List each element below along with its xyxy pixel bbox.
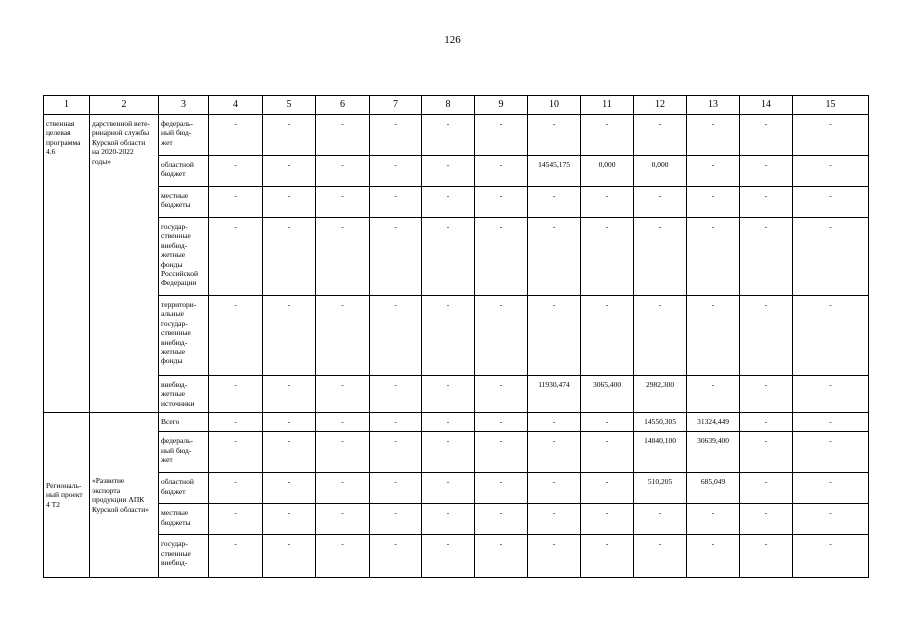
- header-cell: 1: [44, 96, 90, 115]
- value-cell: -: [209, 413, 263, 432]
- value-cell: -: [316, 432, 370, 473]
- value-cell: -: [793, 413, 869, 432]
- value-cell: -: [475, 218, 528, 296]
- value-cell: -: [581, 413, 634, 432]
- table-row: [44, 504, 869, 535]
- value-cell: -: [316, 115, 370, 156]
- funding-source-cell: территори- альные государ- ственные внебюд- жетные фонды: [159, 296, 209, 376]
- header-cell: 14: [740, 96, 793, 115]
- value-cell: -: [316, 218, 370, 296]
- value-cell: -: [422, 535, 475, 578]
- value-cell: 11930,474: [528, 376, 581, 413]
- value-cell: -: [370, 156, 422, 187]
- funding-source-cell: федераль- ный бюд- жет: [159, 432, 209, 473]
- header-cell: 6: [316, 96, 370, 115]
- table-row: [44, 156, 869, 187]
- value-cell: -: [370, 504, 422, 535]
- value-cell: -: [316, 296, 370, 376]
- value-cell: -: [263, 156, 316, 187]
- value-cell: -: [209, 296, 263, 376]
- header-cell: 9: [475, 96, 528, 115]
- funding-source-cell: областной бюджет: [159, 156, 209, 187]
- value-cell: -: [528, 115, 581, 156]
- value-cell: 3065,400: [581, 376, 634, 413]
- value-cell: -: [528, 187, 581, 218]
- value-cell: -: [740, 296, 793, 376]
- value-cell: -: [528, 296, 581, 376]
- page-number: 126: [444, 34, 461, 46]
- value-cell: -: [209, 432, 263, 473]
- value-cell: -: [263, 535, 316, 578]
- value-cell: -: [475, 504, 528, 535]
- value-cell: -: [687, 535, 740, 578]
- value-cell: 14550,305: [634, 413, 687, 432]
- value-cell: -: [316, 535, 370, 578]
- value-cell: -: [422, 504, 475, 535]
- funding-source-cell: местные бюджеты: [159, 504, 209, 535]
- funding-source-cell: областной бюджет: [159, 473, 209, 504]
- value-cell: -: [581, 218, 634, 296]
- value-cell: -: [793, 218, 869, 296]
- value-cell: -: [422, 218, 475, 296]
- funding-source-cell: федераль- ный бюд- жет: [159, 115, 209, 156]
- value-cell: -: [793, 376, 869, 413]
- value-cell: 0,000: [581, 156, 634, 187]
- value-cell: -: [370, 115, 422, 156]
- header-cell: 15: [793, 96, 869, 115]
- value-cell: -: [422, 115, 475, 156]
- value-cell: -: [528, 504, 581, 535]
- value-cell: -: [209, 376, 263, 413]
- value-cell: -: [422, 187, 475, 218]
- value-cell: -: [422, 296, 475, 376]
- value-cell: -: [687, 218, 740, 296]
- value-cell: -: [422, 473, 475, 504]
- program-name-cell: ственная целевая программа 4.6: [44, 115, 90, 413]
- value-cell: -: [263, 432, 316, 473]
- value-cell: -: [528, 432, 581, 473]
- value-cell: -: [740, 504, 793, 535]
- program-title-cell: дарственной вете- ринарной службы Курской области на 2020-2022 годы»: [90, 115, 159, 413]
- value-cell: -: [370, 296, 422, 376]
- value-cell: -: [422, 432, 475, 473]
- value-cell: -: [581, 296, 634, 376]
- header-cell: 11: [581, 96, 634, 115]
- value-cell: -: [263, 376, 316, 413]
- value-cell: -: [263, 296, 316, 376]
- program-name-cell: Региональ- ный проект 4 T2: [44, 413, 90, 578]
- value-cell: -: [740, 156, 793, 187]
- value-cell: -: [209, 187, 263, 218]
- header-cell: 5: [263, 96, 316, 115]
- value-cell: -: [209, 473, 263, 504]
- value-cell: -: [581, 473, 634, 504]
- value-cell: -: [581, 115, 634, 156]
- table-row: [44, 535, 869, 578]
- table-row: [44, 413, 869, 432]
- value-cell: -: [316, 187, 370, 218]
- funding-source-cell: Всего: [159, 413, 209, 432]
- value-cell: -: [263, 413, 316, 432]
- header-cell: 13: [687, 96, 740, 115]
- funding-source-cell: государ- ственные внебюд- жетные фонды Российской Федерации: [159, 218, 209, 296]
- value-cell: -: [793, 535, 869, 578]
- value-cell: -: [209, 504, 263, 535]
- value-cell: -: [209, 535, 263, 578]
- value-cell: -: [581, 504, 634, 535]
- value-cell: -: [263, 218, 316, 296]
- value-cell: -: [263, 473, 316, 504]
- value-cell: -: [263, 115, 316, 156]
- budget-table: [43, 95, 869, 578]
- value-cell: -: [209, 218, 263, 296]
- value-cell: -: [634, 504, 687, 535]
- value-cell: -: [422, 376, 475, 413]
- value-cell: -: [316, 376, 370, 413]
- value-cell: -: [370, 535, 422, 578]
- value-cell: 30639,400: [687, 432, 740, 473]
- table-row: [44, 218, 869, 296]
- value-cell: -: [634, 296, 687, 376]
- value-cell: -: [209, 115, 263, 156]
- header-cell: 2: [90, 96, 159, 115]
- value-cell: 510,205: [634, 473, 687, 504]
- value-cell: -: [634, 115, 687, 156]
- value-cell: -: [634, 218, 687, 296]
- table-row: [44, 376, 869, 413]
- value-cell: -: [316, 156, 370, 187]
- value-cell: -: [687, 504, 740, 535]
- value-cell: -: [475, 187, 528, 218]
- value-cell: -: [475, 376, 528, 413]
- value-cell: -: [370, 376, 422, 413]
- funding-source-cell: государ- ственные внебюд-: [159, 535, 209, 578]
- value-cell: -: [370, 218, 422, 296]
- value-cell: -: [263, 504, 316, 535]
- program-title-cell: «Развитие экспорта продукции АПК Курской области»: [90, 413, 159, 578]
- value-cell: -: [528, 473, 581, 504]
- value-cell: -: [687, 296, 740, 376]
- value-cell: -: [634, 187, 687, 218]
- header-cell: 4: [209, 96, 263, 115]
- value-cell: -: [528, 413, 581, 432]
- header-cell: 12: [634, 96, 687, 115]
- value-cell: -: [793, 187, 869, 218]
- header-row: [44, 96, 869, 115]
- value-cell: -: [475, 432, 528, 473]
- value-cell: -: [793, 156, 869, 187]
- table-row: [44, 473, 869, 504]
- value-cell: -: [475, 473, 528, 504]
- value-cell: 685,049: [687, 473, 740, 504]
- value-cell: -: [740, 218, 793, 296]
- value-cell: -: [793, 296, 869, 376]
- value-cell: -: [316, 504, 370, 535]
- table-row: [44, 115, 869, 156]
- value-cell: -: [740, 376, 793, 413]
- value-cell: -: [793, 473, 869, 504]
- value-cell: -: [370, 413, 422, 432]
- value-cell: -: [422, 156, 475, 187]
- value-cell: -: [370, 432, 422, 473]
- value-cell: -: [740, 115, 793, 156]
- value-cell: -: [475, 296, 528, 376]
- value-cell: -: [316, 473, 370, 504]
- value-cell: -: [634, 535, 687, 578]
- value-cell: 14040,100: [634, 432, 687, 473]
- value-cell: -: [581, 535, 634, 578]
- value-cell: -: [793, 432, 869, 473]
- value-cell: -: [740, 535, 793, 578]
- value-cell: -: [370, 473, 422, 504]
- value-cell: -: [687, 156, 740, 187]
- value-cell: -: [793, 504, 869, 535]
- value-cell: -: [740, 432, 793, 473]
- value-cell: -: [740, 473, 793, 504]
- value-cell: -: [475, 115, 528, 156]
- value-cell: 31324,449: [687, 413, 740, 432]
- value-cell: 0,000: [634, 156, 687, 187]
- funding-source-cell: местные бюджеты: [159, 187, 209, 218]
- value-cell: -: [687, 376, 740, 413]
- value-cell: -: [740, 413, 793, 432]
- value-cell: -: [475, 413, 528, 432]
- header-cell: 8: [422, 96, 475, 115]
- table-row: [44, 187, 869, 218]
- value-cell: -: [687, 115, 740, 156]
- header-cell: 3: [159, 96, 209, 115]
- value-cell: -: [581, 187, 634, 218]
- value-cell: 14545,175: [528, 156, 581, 187]
- value-cell: -: [528, 535, 581, 578]
- value-cell: -: [316, 413, 370, 432]
- value-cell: -: [528, 218, 581, 296]
- value-cell: -: [209, 156, 263, 187]
- value-cell: -: [740, 187, 793, 218]
- value-cell: -: [475, 535, 528, 578]
- value-cell: -: [687, 187, 740, 218]
- funding-source-cell: внебюд- жетные источники: [159, 376, 209, 413]
- header-cell: 7: [370, 96, 422, 115]
- value-cell: -: [581, 432, 634, 473]
- table-row: [44, 432, 869, 473]
- value-cell: -: [793, 115, 869, 156]
- header-cell: 10: [528, 96, 581, 115]
- table-row: [44, 296, 869, 376]
- value-cell: -: [370, 187, 422, 218]
- value-cell: -: [475, 156, 528, 187]
- value-cell: -: [422, 413, 475, 432]
- value-cell: 2982,300: [634, 376, 687, 413]
- value-cell: -: [263, 187, 316, 218]
